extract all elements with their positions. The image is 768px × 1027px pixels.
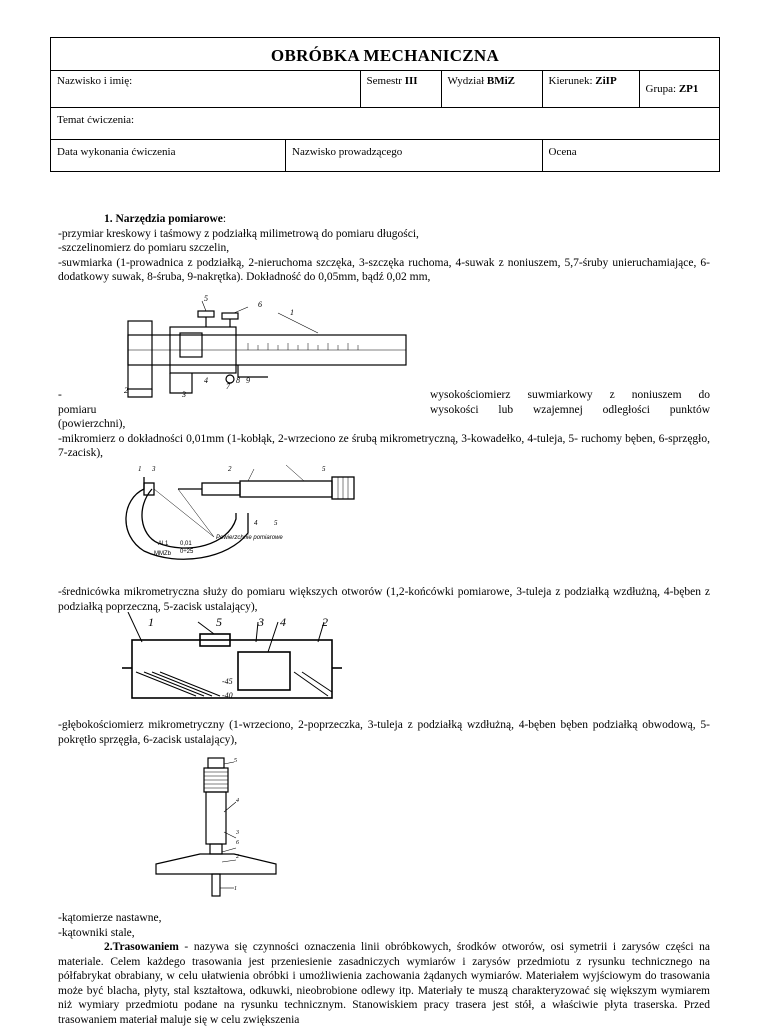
svg-text:9: 9 [246,376,250,385]
svg-text:4: 4 [280,615,286,629]
svg-text:3: 3 [258,615,264,629]
svg-text:MMZb: MMZb [154,551,171,557]
section2-title: 2.Trasowaniem [104,941,179,953]
header-table [50,37,720,172]
surface-label: Powierzchnie pomiarowe [216,535,283,541]
svg-text:1: 1 [290,308,294,317]
svg-text:2: 2 [228,465,232,473]
svg-text:-45: -45 [222,677,233,686]
line-ruler: -przymiar kreskowy i taśmowy z podziałką milimetrową do pomiaru długości, [58,227,419,240]
semester-field: Semestr III [360,71,441,108]
svg-text:3: 3 [236,830,239,836]
group-field: Grupa: ZP1 [639,71,719,108]
svg-text:5: 5 [274,519,278,527]
grade-field[interactable]: Ocena [542,140,719,172]
svg-text:3: 3 [152,465,156,473]
line-bore: -średnicówka mikrometryczna służy do pomiaru większych otworów (1,2-końcówki pomiarowe, 3-tuleja z podziałką wzdłużną, 4-bęben z podziałką poprzeczną, 5-zacisk ustalający), [58,586,710,613]
svg-text:1: 1 [234,886,237,892]
svg-text:2: 2 [124,386,128,395]
date-field[interactable]: Data wykonania ćwiczenia [51,140,286,172]
svg-text:7: 7 [226,382,230,391]
line-feeler: -szczelinomierz do pomiaru szczelin, [58,242,230,254]
svg-text:5: 5 [234,758,237,764]
svg-text:5: 5 [216,615,222,629]
svg-text:4: 4 [236,798,239,804]
line-angle: -kątomierze nastawne, [58,912,162,924]
svg-text:Al.1: Al.1 [158,541,169,547]
teacher-field[interactable]: Nazwisko prowadzącego [286,140,543,172]
bore-gauge-figure [118,612,346,714]
svg-text:5: 5 [322,465,326,473]
caliper-figure [118,293,410,401]
height-gauge-block: - wysokościomierz suwmiarkowy z noniuszem do pomiaru wysokości lub wzajemnej odległości punktów (powierzchni), -mikromierz o dokładności 0,01mm (1-kobłąk, 2-wrzeciono ze śrubą mikrometryczną, 3-kowadełko, 4-tuleja, 5- ruchomy bęben, 6-sprzęgło, 7-zacisk), [58,389,710,459]
depth-gauge-figure [150,752,282,902]
line-squares: -kątowniki stale, [58,926,135,939]
svg-text:8: 8 [236,376,240,385]
faculty-field: Wydział BMiZ [441,71,542,108]
line-depth: -głębokościomierz mikrometryczny (1-wrzeciono, 2-poprzeczka, 3-tuleja z podziałką wzdłużną, 4-bęben bęben podziałką obwodową, 5-pokrętło sprzęgła, 6-zacisk ustalający), [58,719,710,746]
document-title: OBRÓBKA MECHANICZNA [51,38,720,71]
section2-text: - nazywa się czynności oznaczenia linii obróbkowych, środków otworów, osi symetrii i zarysów części na materiale. Celem każdego trasowania jest przeniesienie zasadniczych wymiarów i zarysów przedmiotu z rysunku technicznego na półfabrykat obrabiany, w celu ułatwienia obróbki i umożliwienia zachowania żądanych wymiarów. Materiałem wyjściowym do trasowania może być blacha, płyty, stal kształtowa, odkuwki, nieobrobione odlewy itp. Materiały te muszą charakteryzować się większym wymiarem niż wymiary przedmiotu podane na rysunku technicznym. Stanowiskiem pracy trasera jest stół, a właściwie płyta traserska. Przed trasowaniem materiał maluje się w celu zwiększenia [58,941,710,1026]
svg-text:6: 6 [236,840,239,846]
topic-field[interactable]: Temat ćwiczenia: [51,108,720,140]
svg-text:2: 2 [322,615,328,629]
svg-text:3: 3 [182,390,186,399]
line-caliper: -suwmiarka (1-prowadnica z podziałką, 2-nieruchoma szczęka, 3-szczęka ruchoma, 4-suwak z noniuszem, 5,7-śruby unieruchamiające, 6-dodatkowy suwak, 8-śruba, 9-nakrętka). Dokładność do 0,05mm, bądź 0,02 mm, [58,256,710,283]
section1-title: 1. Narzędzia pomiarowe [104,213,223,225]
svg-text:4: 4 [204,376,208,385]
svg-text:2: 2 [236,854,239,860]
direction-field: Kierunek: ZiIP [542,71,639,108]
line-micrometer: -mikromierz o dokładności 0,01mm (1-kobłąk, 2-wrzeciono ze śrubą mikrometryczną, 3-kowadełko, 4-tuleja, 5- ruchomy bęben, 6-sprzęgło, 7-zacisk), [58,432,710,459]
svg-text:0÷25: 0÷25 [180,549,194,555]
section1-block: 1. Narzędzia pomiarowe: -przymiar kreskowy i taśmowy z podziałką milimetrową do pomiaru długości, -szczelinomierz do pomiaru szczelin, -suwmiarka (1-prowadnica z podziałką, 2-nieruchoma szczęka, 3-szczęka ruchoma, 4-suwak z noniuszem, 5,7-śruby unieruchamiające, 6-dodatkowy suwak, 8-śruba, 9-nakrętka). Dokładność do 0,05mm, bądź 0,02 mm, [58,213,710,283]
section2-block [58,911,710,1027]
svg-text:5: 5 [204,294,208,303]
svg-text:4: 4 [254,519,258,527]
svg-text:1: 1 [138,465,142,473]
svg-text:0,01: 0,01 [180,541,192,547]
micrometer-figure [118,463,358,575]
svg-text:6: 6 [258,300,262,309]
svg-text:1: 1 [148,615,154,629]
svg-text:-40: -40 [222,691,233,700]
name-field[interactable]: Nazwisko i imię: [51,71,361,108]
